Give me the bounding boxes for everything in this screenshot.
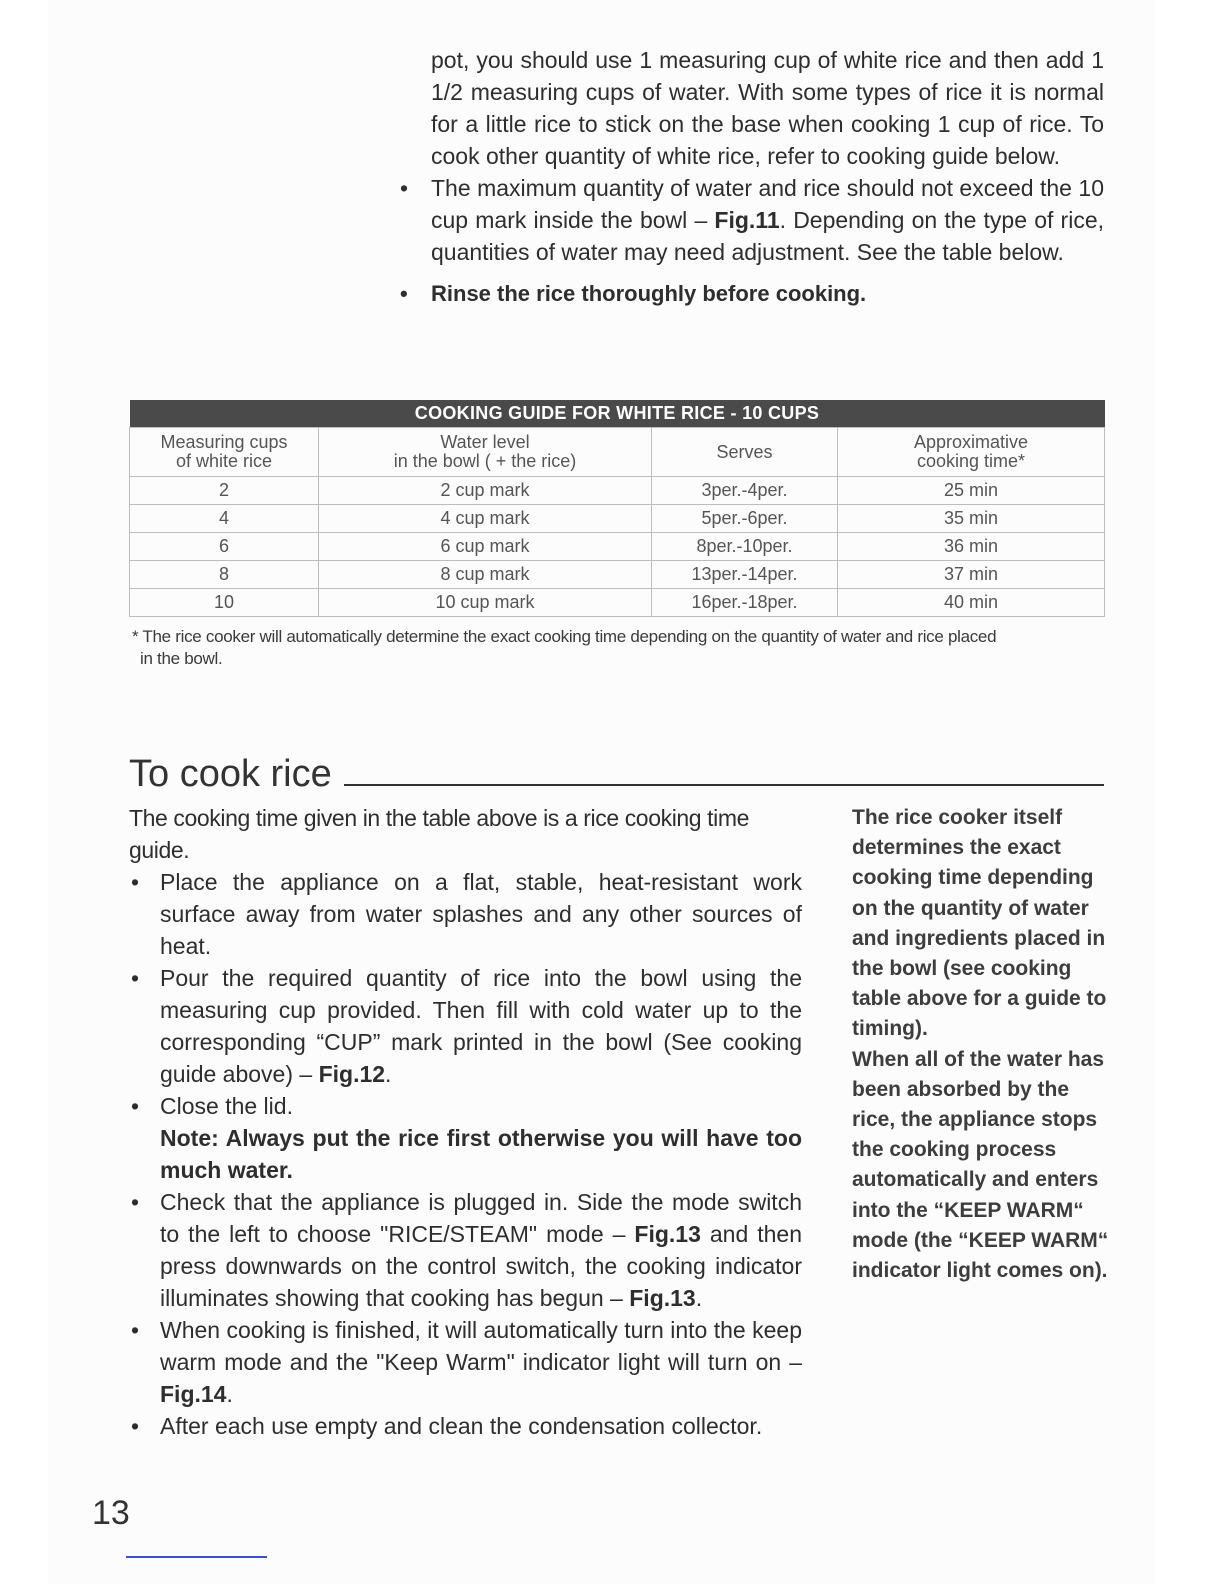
- list-item: [129, 1410, 802, 1442]
- table-cell: 37 min: [838, 561, 1105, 589]
- table-cell: 10: [130, 589, 319, 617]
- table-cell: 40 min: [838, 589, 1105, 617]
- table-cell: 36 min: [838, 533, 1105, 561]
- intro-bullet-list: [400, 172, 1104, 310]
- table-cell: 4: [130, 505, 319, 533]
- section-title: To cook rice: [129, 750, 344, 798]
- column-header: Serves: [652, 428, 838, 477]
- bullet-icon: •: [400, 281, 408, 306]
- table-cell: 16per.-18per.: [652, 589, 838, 617]
- list-item: [400, 172, 1104, 268]
- bullet-text: When cooking is finished, it will automatically turn into the keep warm mode and the "Keep Warm" indicator light will turn on –: [160, 1317, 802, 1375]
- bullet-text: Check that the appliance is plugged in. Side the mode switch to the left to choose "RICE/STEAM" mode –: [160, 1189, 802, 1247]
- list-item: [129, 1186, 802, 1314]
- intro-block: [400, 44, 1104, 310]
- list-item: [129, 1090, 802, 1186]
- bullet-text: The maximum quantity of water and rice should not exceed the 10 cup mark inside the bowl –: [431, 175, 1104, 233]
- table-row: [130, 533, 1105, 561]
- bullet-text: .: [695, 1285, 703, 1311]
- figure-reference: Fig.14: [160, 1381, 227, 1407]
- bullet-text: . Depending on the type of rice, quantities of water may need adjustment. See the table below.: [431, 207, 1104, 265]
- table-cell: 8: [130, 561, 319, 589]
- table-cell: 10 cup mark: [319, 589, 652, 617]
- bullet-icon: •: [131, 869, 140, 895]
- table-row: [130, 477, 1105, 505]
- list-item: [129, 962, 802, 1090]
- table-title: COOKING GUIDE FOR WHITE RICE - 10 CUPS: [130, 400, 1105, 428]
- column-header: Measuring cups of white rice: [130, 428, 319, 477]
- column-header: Water level in the bowl ( + the rice): [319, 428, 652, 477]
- intro-continuation: pot, you should use 1 measuring cup of white rice and then add 1 1/2 measuring cups of water. With some types of rice it is normal for a little rice to stick on the base when cooking 1 cup of rice. To cook other quantity of white rice, refer to cooking guide below.: [431, 47, 1104, 169]
- page-number: 13: [92, 1494, 130, 1532]
- table-row: [130, 589, 1105, 617]
- bullet-text: Close the lid.: [160, 1093, 293, 1119]
- instruction-list: [129, 866, 802, 1442]
- sidebar-note: When all of the water has been absorbed by the rice, the appliance stops the cooking process automatically and enters into the “KEEP WARM“ mode (the “KEEP WARM“ indicator light comes on).: [852, 1047, 1109, 1283]
- table-cell: 2: [130, 477, 319, 505]
- bullet-text: Place the appliance on a flat, stable, heat-resistant work surface away from water splashes and any other sources of heat.: [160, 869, 802, 959]
- table-cell: 6: [130, 533, 319, 561]
- list-item: [129, 866, 802, 962]
- bullet-icon: •: [131, 1413, 140, 1439]
- figure-reference: Fig.13: [629, 1285, 696, 1311]
- cooking-guide-table: [129, 400, 1105, 617]
- bullet-text: Pour the required quantity of rice into the bowl using the measuring cup provided. Then fill with cold water up to the corresponding “CUP” mark printed in the bowl (See cooking guide above) –: [160, 965, 802, 1087]
- section-heading: [129, 750, 1104, 800]
- table-cell: 8 cup mark: [319, 561, 652, 589]
- bullet-icon: •: [131, 1093, 140, 1119]
- table-cell: 5per.-6per.: [652, 505, 838, 533]
- table-header-row: [130, 428, 1105, 477]
- table-cell: 4 cup mark: [319, 505, 652, 533]
- figure-reference: Fig.11: [714, 207, 780, 233]
- table-cell: 2 cup mark: [319, 477, 652, 505]
- footnote-line: in the bowl.: [140, 649, 223, 668]
- figure-reference: Fig.13: [634, 1221, 701, 1247]
- bullet-text: .: [226, 1381, 233, 1407]
- figure-reference: Fig.12: [318, 1061, 386, 1087]
- list-item-rinse: [400, 278, 1104, 310]
- table-footnote: [132, 626, 1107, 670]
- table-row: [130, 561, 1105, 589]
- section-intro: The cooking time given in the table above is a rice cooking time guide.: [129, 805, 750, 863]
- footnote-line: * The rice cooker will automatically determine the exact cooking time depending on the quantity of water and rice placed: [132, 627, 997, 646]
- rinse-instruction: Rinse the rice thoroughly before cooking.: [431, 281, 867, 306]
- list-item: [129, 1314, 802, 1410]
- bullet-text: and then press downwards on the control switch, the cooking indicator illuminates showing that cooking has begun –: [160, 1221, 803, 1311]
- instructions-column: [129, 802, 802, 1442]
- table-cell: 6 cup mark: [319, 533, 652, 561]
- sidebar-note: The rice cooker itself determines the exact cooking time depending on the quantity of water and ingredients placed in the bowl (see cooking table above for a guide to timing).: [852, 806, 1107, 1041]
- link-underline: [126, 1556, 267, 1558]
- bullet-text: .: [385, 1061, 392, 1087]
- bullet-icon: •: [131, 1189, 140, 1215]
- table-cell: 35 min: [838, 505, 1105, 533]
- note-text: Note: Always put the rice first otherwise you will have too much water.: [160, 1125, 802, 1183]
- bullet-icon: •: [131, 965, 140, 991]
- table-cell: 8per.-10per.: [652, 533, 838, 561]
- bullet-icon: •: [131, 1317, 140, 1343]
- table-cell: 13per.-14per.: [652, 561, 838, 589]
- table-row: [130, 505, 1105, 533]
- column-header: Approximative cooking time*: [838, 428, 1105, 477]
- table-cell: 25 min: [838, 477, 1105, 505]
- sidebar-notes: [852, 803, 1112, 1286]
- table-cell: 3per.-4per.: [652, 477, 838, 505]
- bullet-icon: •: [400, 175, 409, 201]
- bullet-text: After each use empty and clean the condensation collector.: [160, 1413, 763, 1439]
